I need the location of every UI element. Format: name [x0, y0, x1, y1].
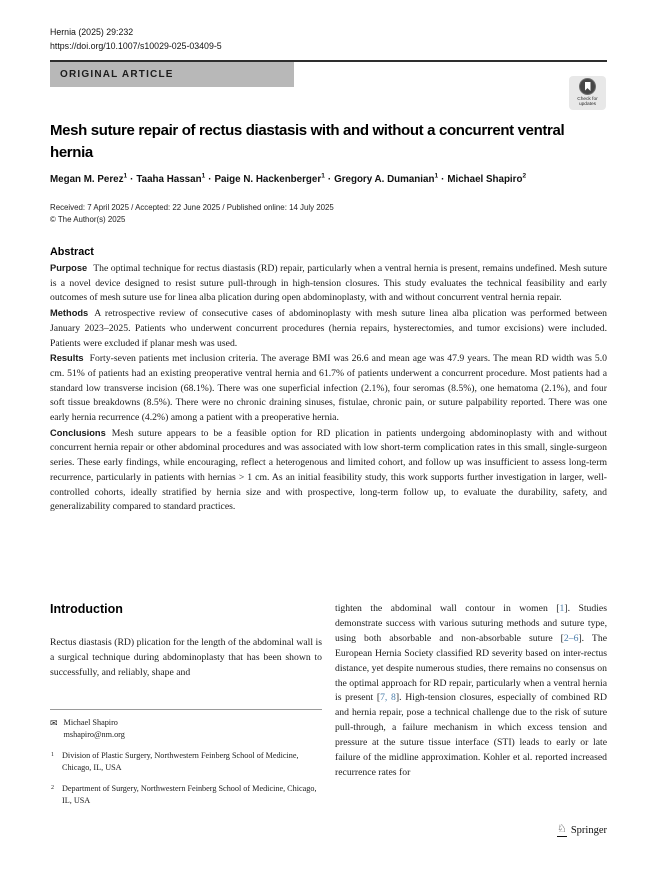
correspondence-email-link[interactable]: mshapiro@nm.org [63, 730, 125, 739]
abstract-conclusions: Conclusions Mesh suture appears to be a feasible option for RD plication in patients undergoing abdominoplasty with and without concurrent hernia repair or other abdominal procedures and was associated with low short-term complication rates in this small, single-surgeon series. These early findings, while encouraging, reflect a heterogenous and limited cohort, and follow up was insufficient to assess long-term recurrence, particularly in patients with hernias > 1 cm. As an initial feasibility study, this work supports further investigation in larger, well-controlled cohorts, ideally stratified by hernia size and with prospective, long-term follow up, to evaluate the durability, safety, and generalizability compared to standard practices. [50, 427, 607, 513]
affiliation-number: 1 [51, 752, 54, 758]
author: Michael Shapiro$^2$ [447, 173, 527, 186]
abstract-methods: Methods A retrospective review of consecutive cases of abdominoplasty with mesh suture linea alba plication was performed between January 2023–2025. Patients who underwent concurrent procedures (hernia repairs, hysterectomies, and tumor excisions) were included. Patients were excluded if planar mesh was used. [50, 308, 607, 349]
author-separator: · [130, 174, 134, 186]
check-for-updates-icon [579, 78, 596, 95]
article-type-band [50, 62, 294, 87]
introduction-paragraph-right: tighten the abdominal wall contour in women [1]. Studies demonstrate success with various suturing methods and suture type, using both absorbable and non-absorbable suture [2–6]. The European Hernia Society classified RD severity based on inter-rectus distance, yet despite numerous studies, there remains no consensus on the optimal approach for RD repair, particularly when a ventral hernia is present [7, 8]. High-tension closures, especially of combined RD and hernia repair, pose a technical challenge due to the risk of suture pull-through, a failure mechanism in which excess tension and pressure at the suture tissue interface (STI) leads to early or late failure of the midline approximation. Kohler et al. reported increased recurrence rates for [335, 603, 608, 778]
doi-link[interactable]: https://doi.org/10.1007/s10029-025-03409-5 [50, 40, 222, 51]
author: Gregory A. Dumanian$^1$ [334, 173, 439, 186]
author-affiliation-sup: 2 [522, 173, 527, 180]
affiliation-number: 2 [51, 785, 54, 791]
author-affiliation-sup: 1 [434, 173, 439, 180]
publication-history [50, 202, 334, 226]
check-for-updates-label: Check for updates [577, 96, 598, 107]
abstract-section [50, 246, 607, 515]
article-type-label: ORIGINAL ARTICLE [60, 69, 174, 80]
check-for-updates-badge[interactable] [569, 76, 606, 110]
abstract-conclusions-label: Conclusions [50, 427, 106, 438]
abstract-results-label: Results [50, 353, 84, 364]
citation-link-7-8[interactable]: 7, 8 [380, 692, 396, 704]
author-separator: · [327, 174, 332, 186]
affiliation-1 [50, 750, 322, 774]
received-accepted-published-line: Received: 7 April 2025 / Accepted: 22 June 2025 / Published online: 14 July 2025 [50, 203, 334, 212]
affiliation-text: Department of Surgery, Northwestern Feinberg School of Medicine, Chicago, IL, USA [62, 784, 317, 805]
abstract-purpose: Purpose The optimal technique for rectus diastasis (RD) repair, particularly when a ventral hernia is present, remains undefined. Mesh suture is a novel device designed to resist suture pull-through in high-tension closures. This study evaluates the technical feasibility and early outcomes of mesh suture use for linea alba plication during open abdominoplasty, with and without concurrent ventral hernia repair. [50, 263, 607, 304]
author: Megan M. Perez$^1$ [50, 173, 128, 186]
publisher-logo [557, 824, 607, 837]
introduction-paragraph-left: Rectus diastasis (RD) plication for the length of the abdominal wall is a surgical technique during abdominoplasty that has been shown to successfully, and reliably, shape and [50, 637, 322, 678]
right-column [335, 602, 607, 781]
author-affiliation-sup: 1 [321, 173, 325, 180]
page-header [50, 26, 607, 53]
article-title: Mesh suture repair of rectus diastasis with and without a concurrent ventral hernia [50, 122, 565, 162]
abstract-purpose-label: Purpose [50, 263, 88, 273]
footnote-block [50, 709, 322, 807]
copyright-line: © The Author(s) 2025 [50, 215, 126, 224]
correspondence [50, 717, 322, 741]
author-affiliation-sup: 1 [123, 173, 128, 180]
abstract-results: Results Forty-seven patients met inclusion criteria. The average BMI was 26.6 and mean age was 47.9 years. The mean RD width was 5.0 cm. 51% of patients had an existing preoperative ventral hernia and 61.7% of patients underwent a concurrent procedure. Most patients had a standard low transverse incision (68.1%). There was one superficial infection (2.1%), four seromas (8.5%), one hematoma (2.1%), and four soft tissue breakdowns (8.5%). There were no chronic draining sinuses, fistulae, chronic pain, or suture palpability reported. There was one early hernia recurrence (4.2%) among a patient with a preoperative hernia. [50, 353, 607, 424]
affiliation-2 [50, 783, 322, 807]
introduction-heading: Introduction [50, 602, 123, 616]
author-affiliation-sup: 1 [201, 173, 206, 180]
author-list [50, 173, 607, 185]
abstract-heading: Abstract [50, 246, 94, 258]
article-type-rule [50, 60, 607, 87]
citation-link-2-6[interactable]: 2–6 [563, 632, 579, 644]
abstract-methods-label: Methods [50, 308, 89, 319]
correspondence-name: Michael Shapiro [63, 718, 118, 727]
author-separator: · [441, 174, 445, 186]
correspondence-details [64, 717, 125, 741]
author-separator: · [208, 174, 212, 186]
affiliation-text: Division of Plastic Surgery, Northwestern Feinberg School of Medicine, Chicago, IL, USA [62, 751, 299, 772]
springer-horse-icon: ♘ [556, 823, 567, 835]
footnote-divider [50, 709, 322, 710]
author: Taaha Hassan$^1$ [136, 173, 206, 186]
bookmark-icon [585, 82, 591, 91]
envelope-icon: ✉ [50, 718, 58, 728]
publisher-name: Springer [570, 825, 607, 836]
journal-citation: Hernia (2025) 29:232 [50, 27, 134, 37]
author: Paige N. Hackenberger$^1$ [214, 173, 325, 186]
citation-link-1[interactable]: 1 [559, 603, 565, 614]
